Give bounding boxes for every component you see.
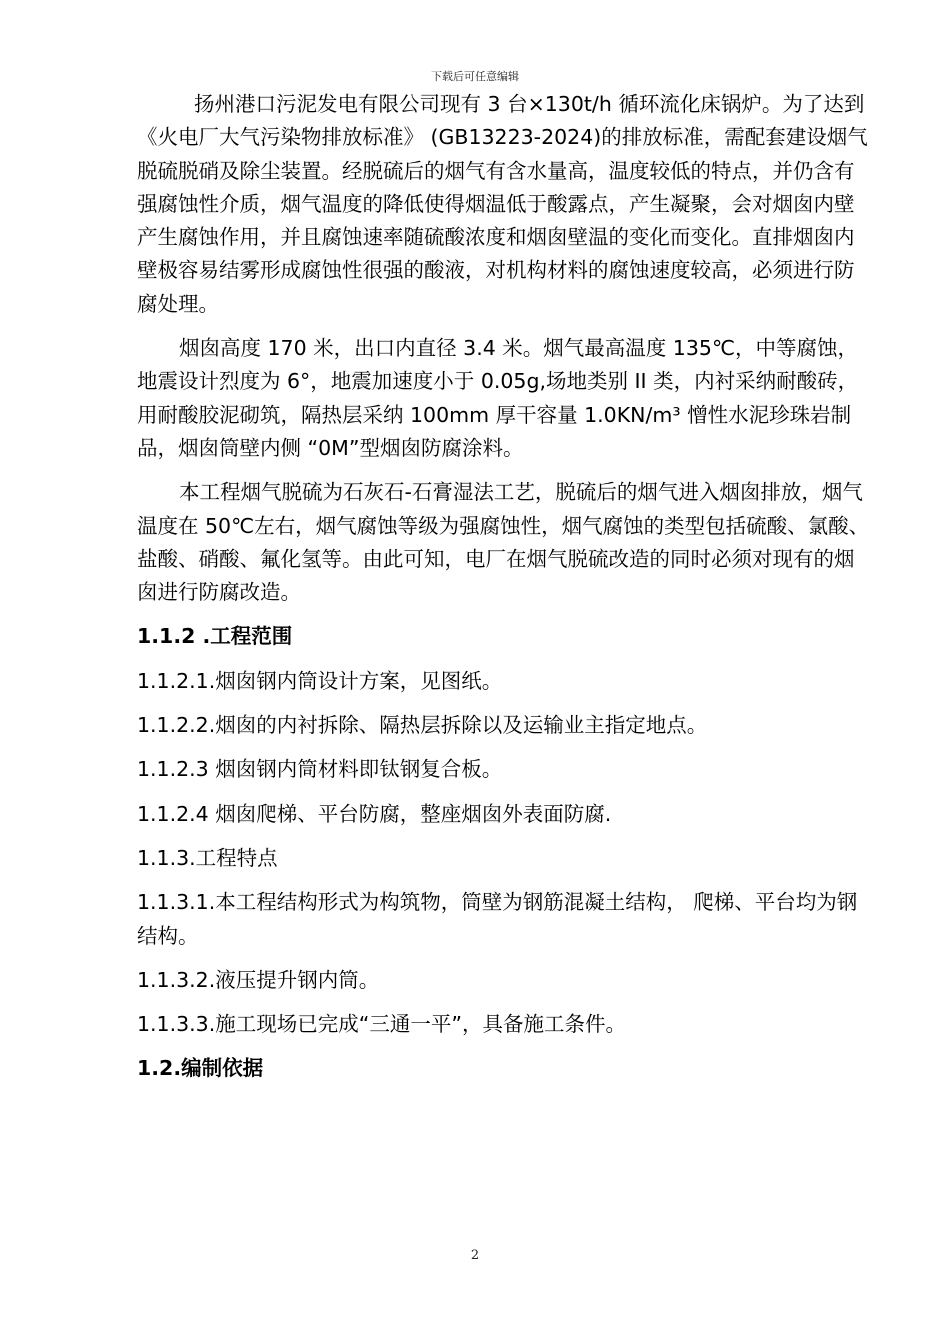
- list-item-scope-1: 1.1.2.1.烟囱钢内筒设计方案，见图纸。: [137, 668, 503, 693]
- section-heading-features: 1.1.3.工程特点: [137, 845, 278, 870]
- list-item-scope-2: 1.1.2.2.烟囱的内衬拆除、隔热层拆除以及运输业主指定地点。: [137, 713, 708, 738]
- list-item-feature-3: 1.1.3.3.施工现场已完成“三通一平”，具备施工条件。: [137, 1012, 626, 1037]
- document-body: [137, 88, 872, 1086]
- section-heading-basis: 1.2.编制依据: [137, 1056, 264, 1081]
- section-heading-scope: 1.1.2 .工程范围: [137, 624, 293, 649]
- paragraph-intro: 扬州港口污泥发电有限公司现有 3 台×130t/h 循环流化床锅炉。为了达到《火电厂大气污染物排放标准》 (GB13223-2024)的排放标准，需配套建设烟气脱硫脱硝及除尘装置。经脱硫后的烟气有含水量高，温度较低的特点，并仍含有强腐蚀性介质，烟气温度的降低使得烟温低于酸露点，产生凝聚，会对烟囱内壁产生腐蚀作用，并且腐蚀速率随硫酸浓度和烟囱壁温的变化而变化。直排烟囱内壁极容易结雾形成腐蚀性很强的酸液，对机构材料的腐蚀速度较高，必须进行防腐处理。: [137, 92, 868, 316]
- list-item-scope-3: 1.1.2.3 烟囱钢内筒材料即钛钢复合板。: [137, 757, 503, 782]
- list-item-feature-1: 1.1.3.1.本工程结构形式为构筑物，筒壁为钢筋混凝土结构， 爬梯、平台均为钢结构。: [137, 890, 858, 948]
- page-header: 下载后可任意编辑: [431, 70, 519, 83]
- list-item-feature-2: 1.1.3.2.液压提升钢内筒。: [137, 967, 380, 992]
- paragraph-chimney-specs: 烟囱高度 170 米，出口内直径 3.4 米。烟气最高温度 135℃，中等腐蚀，地震设计烈度为 6°，地震加速度小于 0.05g,场地类别 II 类，内衬采纳耐酸砖，用耐酸胶泥砌筑，隔热层采纳 100mm 厚干容量 1.0KN/m³ 憎性水泥珍珠岩制品，烟囱筒壁内侧 “0M”型烟囱防腐涂料。: [137, 336, 859, 460]
- list-item-scope-4: 1.1.2.4 烟囱爬梯、平台防腐，整座烟囱外表面防腐.: [137, 801, 612, 826]
- paragraph-desulfurization: 本工程烟气脱硫为石灰石-石膏湿法工艺，脱硫后的烟气进入烟囱排放，烟气温度在 50℃左右，烟气腐蚀等级为强腐蚀性，烟气腐蚀的类型包括硫酸、氯酸、盐酸、硝酸、氟化氢等。由此可知，电厂在烟气脱硫改造的同时必须对现有的烟囱进行防腐改造。: [137, 480, 870, 605]
- page-number: 2: [470, 1248, 480, 1263]
